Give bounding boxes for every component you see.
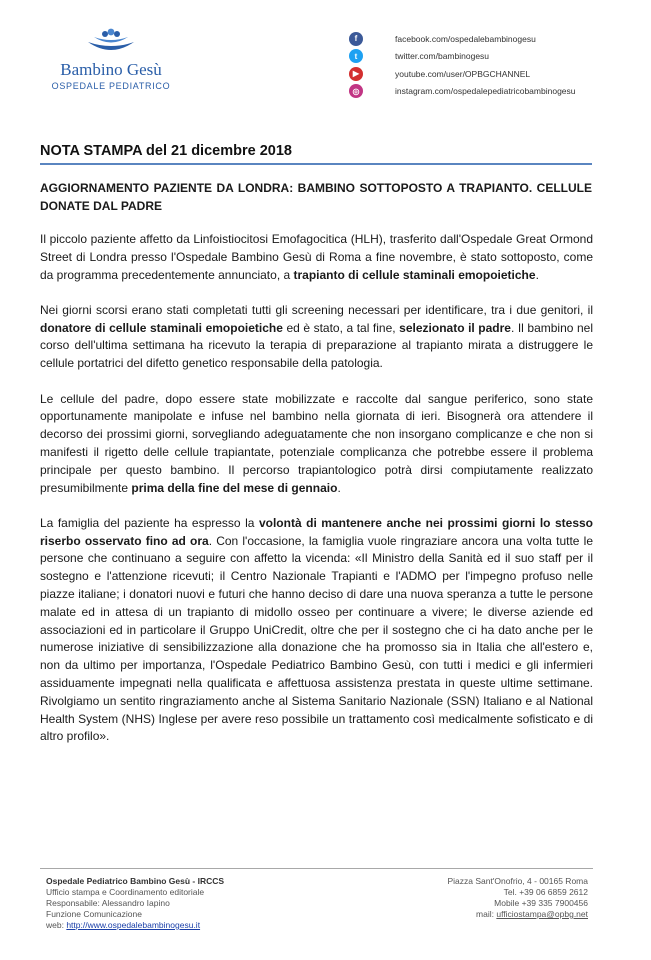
social-link-facebook[interactable]: [349, 30, 576, 48]
footer-mobile: Mobile +39 335 7900456: [494, 898, 588, 908]
email-link[interactable]: ufficiostampa@opbg.net: [496, 909, 588, 919]
footer-web-label: web:: [46, 920, 67, 930]
facebook-icon: f: [349, 32, 363, 46]
footer-street: Piazza Sant'Onofrio, 4 - 00165 Roma: [447, 876, 588, 886]
social-link-instagram[interactable]: [349, 83, 576, 101]
footer-mail: [447, 909, 588, 920]
logo-emblem-icon: [84, 28, 138, 58]
bold-text-run: volontà di mantenere anche nei prossimi giorni lo stesso riserbo osservato fino ad ora: [40, 515, 594, 548]
social-link-text[interactable]: facebook.com/ospedalebambinogesu: [395, 33, 536, 44]
website-link[interactable]: http://www.ospedalebambinogesu.it: [66, 920, 201, 930]
social-link-twitter[interactable]: [349, 48, 576, 66]
document-title: NOTA STAMPA del 21 dicembre 2018: [40, 143, 592, 165]
text-run: La famiglia del paziente ha espresso la: [40, 515, 259, 530]
text-run: . Con l'occasione, la famiglia vuole ringraziare ancora una volta tutte le persone che continuano a seguire con affetto la vicenda: «Il Ministro della Sanità ed il suo staff per il sostegno e l'attenzione ricevuti; il Centro Nazionale Trapianti e l'ADMO per l'impegno profuso nelle piazze italiane; i donatori nuovi e futuri che hanno deciso di dare una nuova speranza a tutte le persone malate ed in attesa di un trapianto di midollo osseo per continuare a vivere; le diverse aziende ed associazioni ed in particolare il Gruppo UniCredit, oltre che per il sostegno che ci ha dato anche per le numerose iniziative di sensibilizzazione alla donazione che ha promosso sia in Italia che all'estero e, non da ultimo per importanza, l'Ospedale Pediatrico Bambino Gesù, con tutti i medici e gli infermieri assiduamente impegnati nella qualificata e affettuosa assistenza prestata in queste ultime settimane. Rivolgiamo un sentito ringraziamento anche al Sistema Sanitario Nazionale (SSN) Italiano e al National Health System (NHS) Inglese per avere reso possibile un trattamento così medicalmente sofisticato e di altro profilo».: [40, 533, 593, 744]
bold-text-run: selezionato il padre: [399, 320, 511, 335]
footer-mail-label: mail:: [476, 909, 497, 919]
paragraph-4: [40, 515, 593, 746]
social-links: [349, 30, 576, 100]
paragraph-1: [40, 231, 593, 284]
footer-org: Ospedale Pediatrico Bambino Gesù - IRCCS: [46, 876, 225, 886]
social-link-youtube[interactable]: [349, 65, 576, 83]
social-link-text[interactable]: youtube.com/user/OPBGCHANNEL: [395, 68, 531, 79]
footer-contacts: [46, 876, 224, 931]
footer-tel: Tel. +39 06 6859 2612: [503, 887, 588, 897]
document-body: [40, 231, 593, 764]
text-run: ed è stato, a tal fine,: [282, 320, 400, 335]
footer-address: [447, 876, 588, 920]
text-run: .: [535, 267, 539, 282]
text-run: .: [337, 480, 341, 495]
footer-divider: [40, 868, 593, 869]
footer-function: Funzione Comunicazione: [46, 909, 142, 919]
bold-text-run: prima della fine del mese di gennaio: [131, 480, 338, 495]
logo-name: Bambino Gesù: [60, 60, 162, 79]
twitter-icon: t: [349, 49, 363, 63]
youtube-icon: ▶: [349, 67, 363, 81]
text-run: Il piccolo paziente affetto da Linfoistiocitosi Emofagocitica (HLH), trasferito dall'Ospedale Great Ormond Street di Londra presso l'Ospedale Bambino Gesù di Roma a fine novembre, è stato sottoposto, come da programma precedentemente annunciato, a: [40, 232, 593, 282]
document-subject: AGGIORNAMENTO PAZIENTE DA LONDRA: BAMBINO SOTTOPOSTO A TRAPIANTO. CELLULE DONATE DAL PADRE: [40, 181, 592, 213]
footer-web: [46, 920, 224, 931]
bold-text-run: donatore di cellule staminali emopoietiche: [40, 320, 283, 335]
bold-text-run: trapianto di cellule staminali emopoietiche: [293, 267, 536, 282]
logo-subtitle: OSPEDALE PEDIATRICO: [51, 81, 171, 91]
footer-responsible: Responsabile: Alessandro Iapino: [46, 898, 170, 908]
text-run: Le cellule del padre, dopo essere state mobilizzate e raccolte dal sangue periferico, sono state opportunamente manipolate e infuse nel bambino nella giornata di ieri. Bisognerà ora attendere il decorso dei prossimi giorni, sorvegliando adeguatamente che non insorgano complicanze e che non si manifesti il rigetto delle cellule trapiantate, potenziale complicanza che potrebbe essere il problema principale per questo bambino. Il percorso trapiantologico potrà dirsi compiutamente realizzato presumibilmente: [40, 391, 593, 495]
social-link-text[interactable]: twitter.com/bambinogesu: [395, 51, 490, 62]
paragraph-2: [40, 302, 593, 373]
instagram-icon: ◎: [349, 84, 363, 98]
text-run: . Il bambino nel corso dell'ultima settimana ha ricevuto la terapia di preparazione al trapianto mirata a distruggere le cellule portatrici del difetto genetico responsabile della patologia.: [40, 320, 593, 371]
hospital-logo: [46, 28, 176, 98]
social-link-text[interactable]: instagram.com/ospedalepediatricobambinogesu: [395, 86, 576, 97]
text-run: Nei giorni scorsi erano stati completati tutti gli screening necessari per identificare, tra i due genitori, il: [40, 302, 593, 317]
paragraph-3: [40, 391, 593, 498]
footer-office: Ufficio stampa e Coordinamento editoriale: [46, 887, 205, 897]
